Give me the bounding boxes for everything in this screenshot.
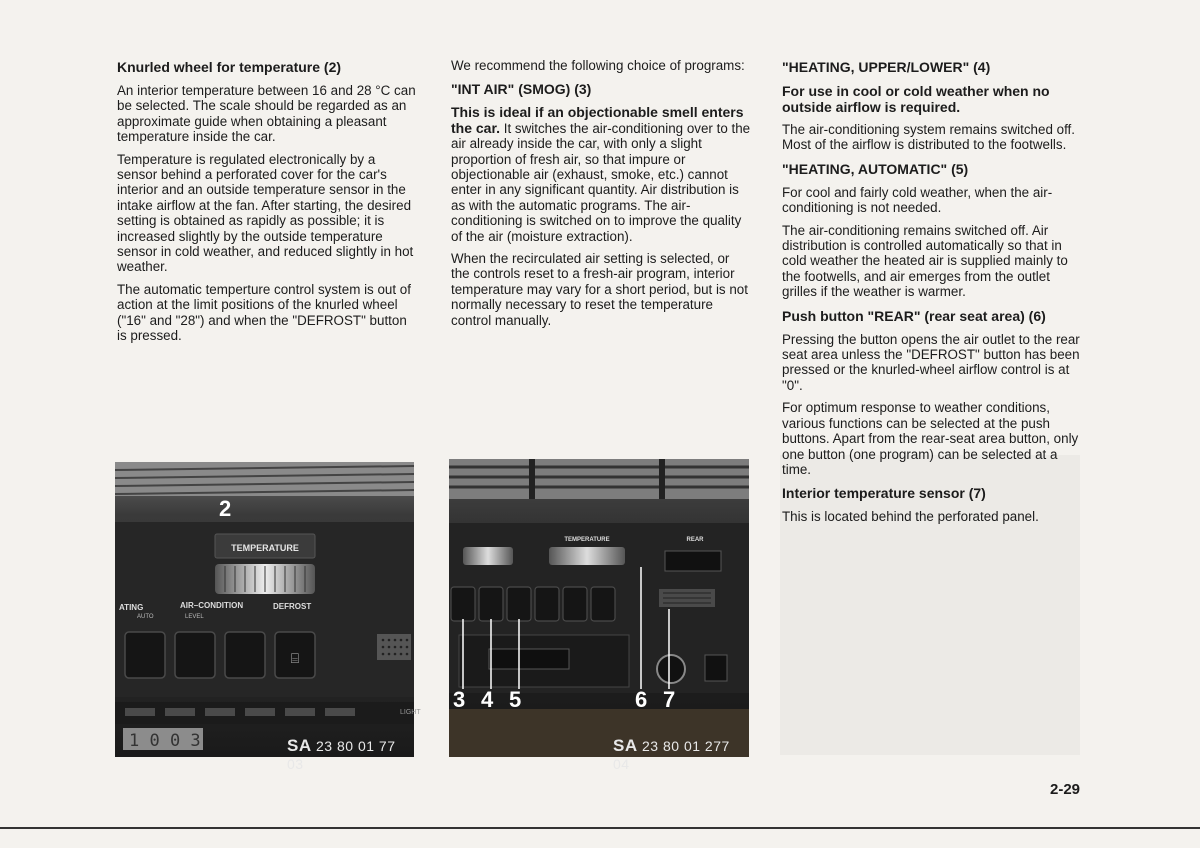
photo-climate-panel — [449, 459, 749, 772]
column-left — [117, 58, 417, 351]
int-air-lead-bold: This is ideal if an objectionable smell enters the car. — [451, 104, 744, 136]
photo1-panel-label-temperature: TEMPERATURE — [231, 543, 299, 553]
paragraph-recirculated-air: When the recirculated air setting is selected, or the controls reset to a fresh-air program, interior temperature may vary for a short period, but is not normally necessary to reset the temperature control manually. — [451, 251, 748, 328]
photo1-sa-prefix: SA — [287, 736, 312, 755]
photo-temperature-wheel-drawing — [115, 462, 421, 757]
paragraph-automatic-control: The automatic temperture control system is out of action at the limit positions of the knurled wheel ("16" and "28") and when the "DEFROST" button is pressed. — [117, 281, 411, 344]
heading-knurled-wheel: Knurled wheel for temperature (2) — [117, 59, 342, 75]
photo2-ref-7: 7 — [663, 687, 676, 712]
paragraph-cold-weather-bold: For use in cool or cold weather when no outside airflow is required. — [782, 83, 1050, 115]
heading-interior-sensor: Interior temperature sensor (7) — [782, 485, 986, 502]
photo2-sa-prefix: SA — [613, 736, 638, 755]
bottom-rule — [0, 827, 1200, 829]
photo1-ref-2: 2 — [219, 496, 232, 521]
paragraph-sensor-location: This is located behind the perforated panel. — [782, 509, 1039, 525]
paragraph-rear-outlet: Pressing the button opens the air outlet to the rear seat area unless the "DEFROST" button has been pressed or the knurled-wheel airflow control is at "0". — [782, 331, 1080, 393]
photo2-ref-6: 6 — [635, 687, 648, 712]
photo2-ref-3: 3 — [453, 687, 466, 712]
heading-int-air: "INT AIR" (SMOG) (3) — [451, 81, 592, 98]
column-middle — [451, 58, 751, 335]
photo1-panel-label-auto: AUTO — [137, 614, 154, 620]
paragraph-air-distribution: The air-conditioning remains switched off. Air distribution is controlled automatically so that in cold weather the heated air is supplied mainly to the footwells, and air emerges from the outlet grilles if the weather is warmer. — [782, 222, 1068, 300]
photo2-panel-label-rear: REAR — [686, 537, 704, 543]
heading-push-button-rear: Push button "REAR" (rear seat area) (6) — [782, 307, 1046, 324]
paragraph-int-air — [451, 105, 751, 244]
heading-heating-upper-lower: "HEATING, UPPER/LOWER" (4) — [782, 59, 991, 75]
heading-heating-automatic: "HEATING, AUTOMATIC" (5) — [782, 160, 969, 177]
photo2-sa-code — [613, 736, 749, 772]
photo-temperature-wheel — [115, 462, 421, 772]
photo1-display-readout: 1 0 0 3 — [129, 731, 201, 751]
photo2-sa-number: 23 80 01 277 04 — [613, 738, 730, 772]
photo1-panel-label-light: LIGHT — [400, 709, 421, 716]
photo1-panel-label-defrost: DEFROST — [273, 602, 312, 611]
paragraph-cool-weather: For cool and fairly cold weather, when the air-conditioning is not needed. — [782, 184, 1053, 216]
photo1-sa-number: 23 80 01 77 03 — [287, 738, 396, 772]
paragraph-footwells: The air-conditioning system remains switched off. Most of the airflow is distributed to the footwells. — [782, 122, 1075, 153]
page-number: 2-29 — [1050, 781, 1081, 798]
photo1-panel-label-ating: ATING — [119, 603, 144, 612]
photo2-panel-label-temperature: TEMPERATURE — [564, 537, 610, 543]
paragraph-programs-intro: We recommend the following choice of programs: — [451, 58, 745, 73]
photo-climate-panel-drawing — [449, 459, 749, 757]
photo2-ref-5: 5 — [509, 687, 522, 712]
photo1-panel-label-aircon: AIR–CONDITION — [180, 601, 244, 610]
photo1-sa-code — [287, 736, 414, 772]
svg-text:⌸: ⌸ — [290, 651, 300, 667]
paragraph-optimum-response: For optimum response to weather conditions, various functions can be selected at the push buttons. Apart from the rear-seat area button, only one button (one program) can be selected at a time. — [782, 400, 1079, 477]
photo2-ref-4: 4 — [481, 687, 494, 712]
int-air-lead-rest: It switches the air-conditioning over to the air already inside the car, with only a slight proportion of fresh air, so that impure or objectionable air (exhaust, smoke, etc.) cannot enter in any significant quantity. Air distribution is as with the automatic programs. The air-conditioning is switched on to improve the quality of the air (moisture extraction). — [451, 120, 751, 244]
paragraph-temperature-range: An interior temperature between 16 and 28 °C can be selected. The scale should be regarded as an approximate guide when obtaining a pleasant temperature inside the car. — [117, 83, 416, 145]
faded-blank-area — [780, 455, 1080, 755]
photo1-panel-label-level: LEVEL — [185, 614, 204, 620]
paragraph-temperature-regulation: Temperature is regulated electronically by a sensor behind a perforated cover for the car's interior and an outside temperature sensor in the intake airflow at the fan. After starting, the desired setting is obtained as rapidly as possible; it is increased slightly by the outside temperature sensor in cold weather, and reduced slightly in hot weather. — [117, 151, 414, 275]
